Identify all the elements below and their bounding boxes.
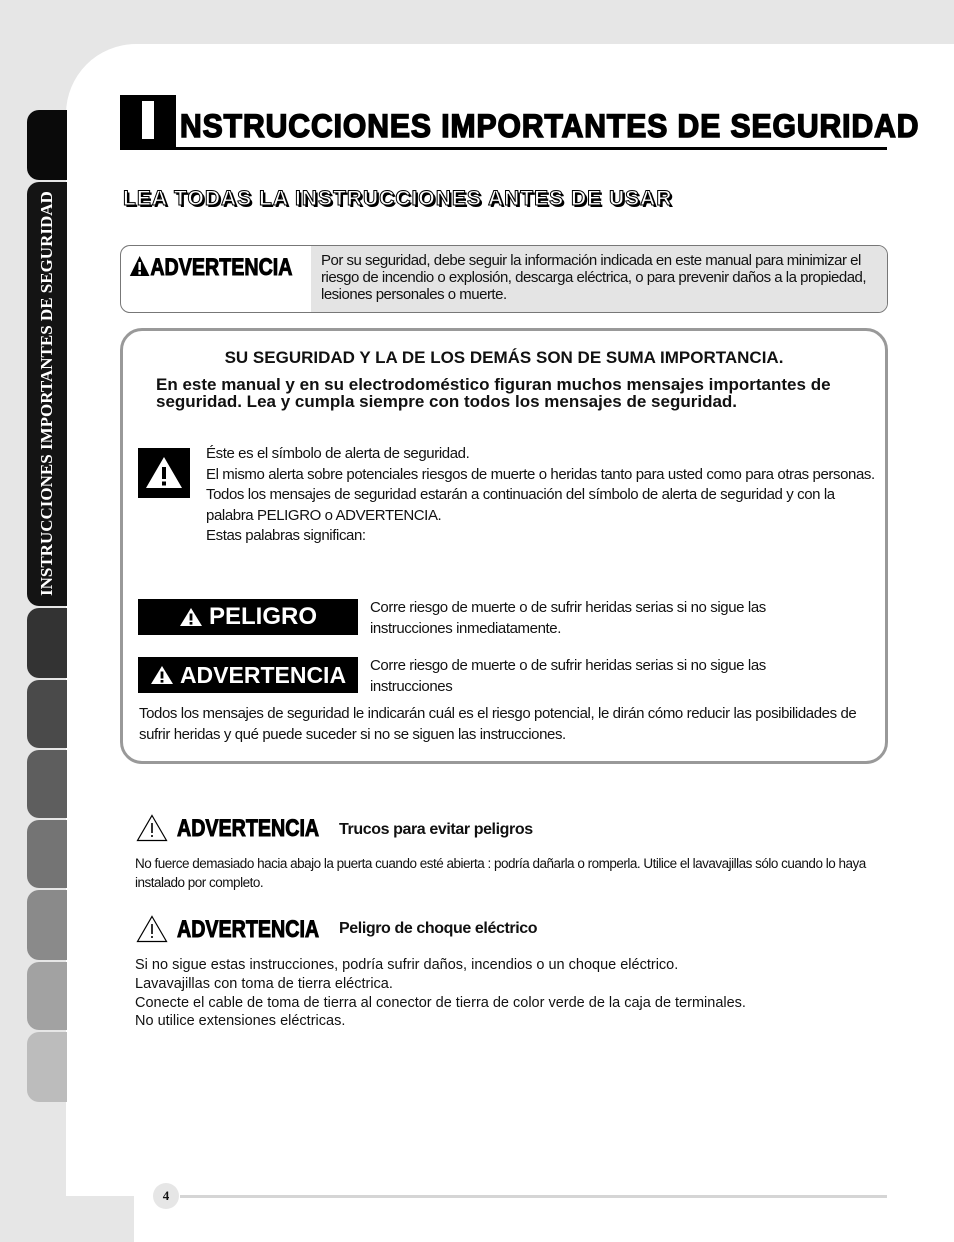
safety-alert-symbol — [138, 448, 190, 498]
side-tab-5[interactable] — [27, 820, 67, 888]
section-initial-box — [120, 95, 176, 150]
warning-triangle-icon — [179, 607, 203, 627]
warning-triangle-icon — [129, 255, 150, 277]
page-number: 4 — [153, 1183, 179, 1209]
warning2-subtitle: Peligro de choque eléctrico — [339, 920, 538, 937]
advertencia-badge: ADVERTENCIA — [138, 657, 358, 693]
side-tab-0[interactable] — [27, 110, 67, 180]
title-rule — [120, 147, 887, 150]
page-title: NSTRUCCIONES IMPORTANTES DE SEGURIDAD — [180, 108, 920, 144]
safety-heading: SU SEGURIDAD Y LA DE LOS DEMÁS SON DE SUMA IMPORTANCIA. — [224, 348, 784, 367]
safety-footer: Todos los mensajes de seguridad le indicarán cuál es el riesgo potencial, le dirán cómo reducir las posibilidades de sufrir heridas y qué puede suceder si no se siguen las instrucciones. — [139, 705, 857, 743]
warning1-subtitle: Trucos para evitar peligros — [339, 821, 533, 838]
page-bottom-margin — [0, 1196, 134, 1242]
warning1-label: ADVERTENCIA — [177, 815, 320, 842]
section-initial — [142, 101, 154, 139]
side-tab-2[interactable] — [27, 608, 67, 678]
warning2-line: Si no sigue estas instrucciones, podría sufrir daños, incendios o un choque eléctrico. — [135, 957, 679, 973]
advertencia-meaning: Corre riesgo de muerte o de sufrir heridas serias si no sigue las instrucciones — [370, 657, 766, 695]
safety-info-box — [120, 328, 888, 764]
side-tab-7[interactable] — [27, 962, 67, 1030]
desc-line: Estas palabras significan: — [206, 527, 366, 544]
safety-intro: En este manual y en su electrodoméstico figuran muchos mensajes importantes de seguridad. Lea y cumpla siempre con todos los mensajes de seguridad. — [156, 375, 831, 411]
warning2-body — [135, 956, 905, 1031]
side-tab-4[interactable] — [27, 750, 67, 818]
desc-line: Éste es el símbolo de alerta de seguridad. — [206, 445, 470, 462]
peligro-text: Corre riesgo de muerte o de sufrir heridas serias si no sigue las instrucciones inmediatamente. — [370, 599, 766, 637]
advertencia-text: Por su seguridad, debe seguir la información indicada en este manual para minimizar el riesgo de incendio o explosión, descarga eléctrica, o para prevenir daños a la propiedad, lesiones personales o muerte. — [321, 252, 867, 303]
side-tab-3[interactable] — [27, 680, 67, 748]
warning2-line: No utilice extensiones eléctricas. — [135, 1013, 346, 1030]
warning-outline-icon — [136, 915, 168, 943]
alert-triangle-icon — [138, 448, 190, 498]
warning2-label: ADVERTENCIA — [177, 916, 320, 943]
advertencia-box — [120, 245, 888, 313]
warning2-line: Lavavajillas con toma de tierra eléctrica. — [135, 975, 393, 992]
peligro-badge: PELIGRO — [138, 599, 358, 635]
footer-rule — [180, 1195, 887, 1198]
warning2-line: Conecte el cable de toma de tierra al conector de tierra de color verde de la caja de terminales. — [135, 994, 746, 1011]
desc-line: El mismo alerta sobre potenciales riesgos de muerte o heridas tanto para usted como para otras personas. — [206, 465, 875, 483]
page-subtitle: LEA TODAS LA INSTRUCCIONES ANTES DE USAR — [123, 187, 673, 210]
side-tab-8[interactable] — [27, 1032, 67, 1102]
side-tab-6[interactable] — [27, 890, 67, 960]
advertencia-label: ADVERTENCIA — [129, 254, 292, 282]
warning1-body: No fuerce demasiado hacia abajo la puerta cuando esté abierta : podría dañarla o romperla. Utilice el lavavajillas sólo cuando lo haya instalado por completo. — [135, 856, 866, 890]
warning-triangle-icon — [150, 665, 174, 685]
side-tab-label: INSTRUCCIONES IMPORTANTES DE SEGURIDAD — [37, 191, 56, 597]
desc-line: Todos los mensajes de seguridad estarán a continuación del símbolo de alerta de seguridad y con la palabra PELIGRO o ADVERTENCIA. — [206, 486, 835, 524]
warning-outline-icon — [136, 814, 168, 842]
safety-description — [206, 444, 876, 547]
